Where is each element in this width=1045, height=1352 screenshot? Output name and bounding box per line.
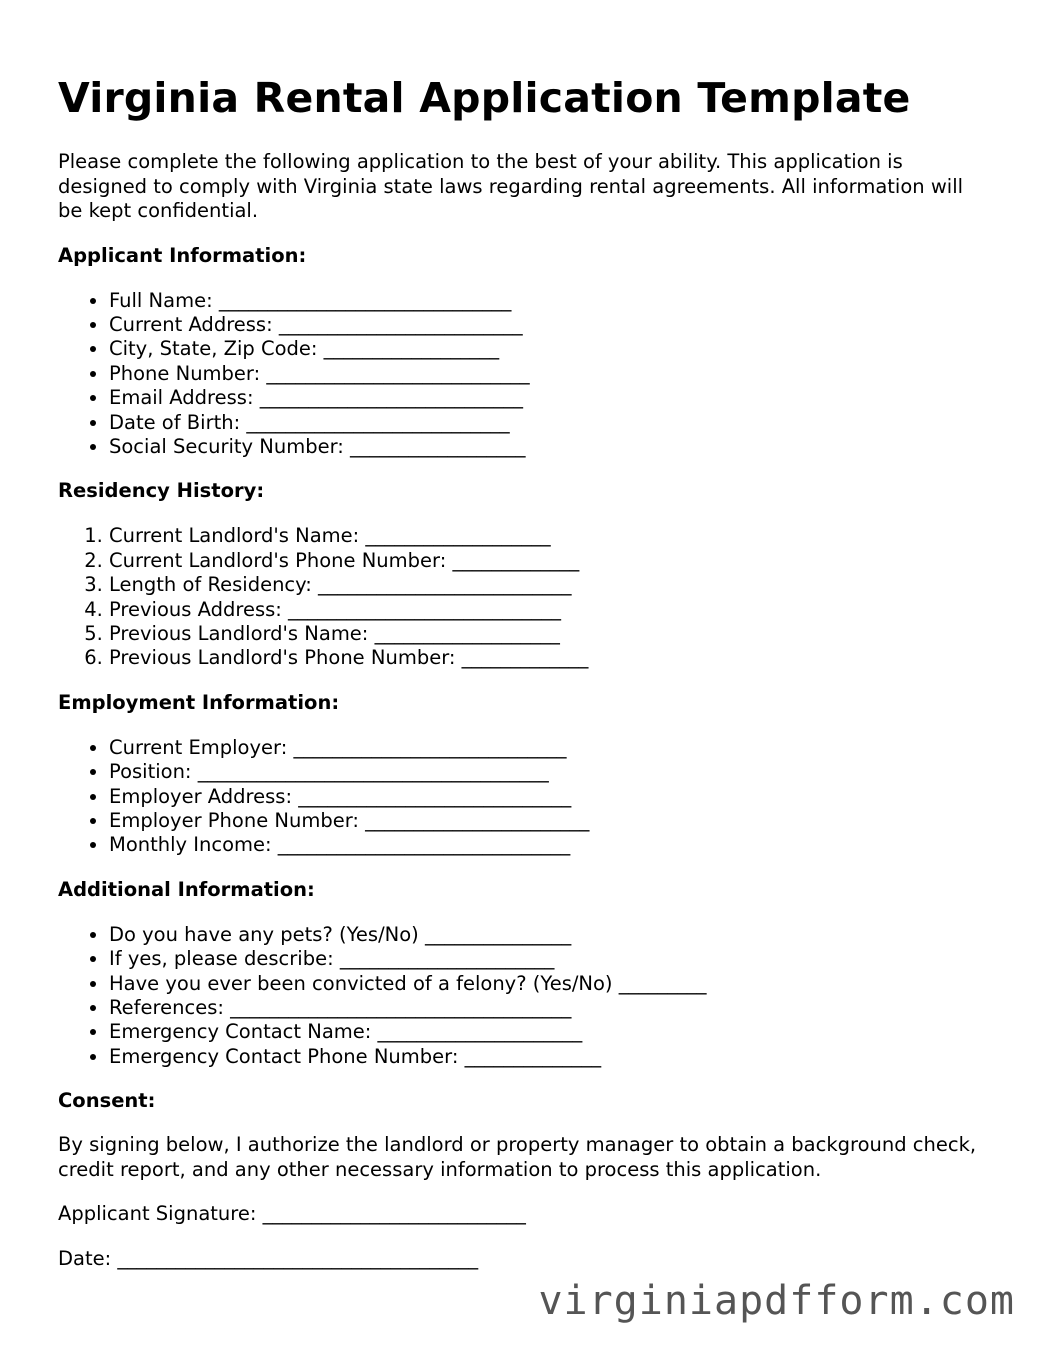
full-name-field[interactable]: • Full Name: ______________________________ [109, 289, 988, 313]
current-address-field[interactable]: • Current Address: _________________________ [109, 313, 988, 337]
email-address-field[interactable]: • Email Address: ___________________________ [109, 386, 988, 410]
additional-information-heading: Additional Information: [58, 877, 315, 901]
pets-field[interactable]: • Do you have any pets? (Yes/No) _______________ [109, 923, 988, 947]
references-field[interactable]: • References: ___________________________________ [109, 996, 988, 1020]
page-title: Virginia Rental Application Template [58, 74, 911, 122]
site-watermark: virginiapdfform.com [538, 1278, 1015, 1324]
emergency-contact-phone-field[interactable]: • Emergency Contact Phone Number: ______________ [109, 1045, 988, 1069]
date-of-birth-field[interactable]: • Date of Birth: ___________________________ [109, 411, 988, 435]
intro-paragraph: Please complete the following application to the best of your ability. This application is designed to comply with Virginia state laws regarding rental agreements. All information will be kept confidential. [58, 150, 964, 222]
pets-description-field[interactable]: • If yes, please describe: ______________________ [109, 947, 988, 971]
city-state-zip-field[interactable]: • City, State, Zip Code: __________________ [109, 337, 988, 361]
applicant-information-heading: Applicant Information: [58, 243, 307, 267]
residency-history-list [58, 524, 988, 670]
consent-heading: Consent: [58, 1089, 156, 1113]
position-field[interactable]: • Position: ____________________________________ [109, 760, 988, 784]
previous-landlord-name-field[interactable]: 5. Previous Landlord's Name: ___________________ [109, 622, 988, 646]
length-of-residency-field[interactable]: 3. Length of Residency: __________________________ [109, 573, 988, 597]
applicant-signature-field[interactable]: Applicant Signature: ___________________________ [58, 1202, 526, 1226]
felony-field[interactable]: • Have you ever been convicted of a felony? (Yes/No) _________ [109, 972, 988, 996]
applicant-information-list [58, 289, 988, 460]
employer-phone-field[interactable]: • Employer Phone Number: _______________________ [109, 809, 988, 833]
document-page [58, 70, 988, 1271]
previous-address-field[interactable]: 4. Previous Address: ____________________________ [109, 598, 988, 622]
ssn-field[interactable]: • Social Security Number: __________________ [109, 435, 988, 459]
employment-information-list [58, 736, 988, 858]
current-landlord-name-field[interactable]: 1. Current Landlord's Name: ___________________ [109, 524, 988, 548]
current-employer-field[interactable]: • Current Employer: ____________________________ [109, 736, 988, 760]
phone-number-field[interactable]: • Phone Number: ___________________________ [109, 362, 988, 386]
additional-information-list [58, 923, 988, 1069]
consent-text: By signing below, I authorize the landlord or property manager to obtain a background check, credit report, and any other necessary information to process this application. [58, 1133, 977, 1181]
date-field[interactable]: Date: _____________________________________ [58, 1246, 479, 1270]
monthly-income-field[interactable]: • Monthly Income: ______________________________ [109, 833, 988, 857]
employment-information-heading: Employment Information: [58, 690, 340, 714]
employer-address-field[interactable]: • Employer Address: ____________________________ [109, 785, 988, 809]
previous-landlord-phone-field[interactable]: 6. Previous Landlord's Phone Number: _____________ [109, 646, 988, 670]
emergency-contact-name-field[interactable]: • Emergency Contact Name: _____________________ [109, 1020, 988, 1044]
current-landlord-phone-field[interactable]: 2. Current Landlord's Phone Number: _____________ [109, 549, 988, 573]
residency-history-heading: Residency History: [58, 479, 265, 503]
